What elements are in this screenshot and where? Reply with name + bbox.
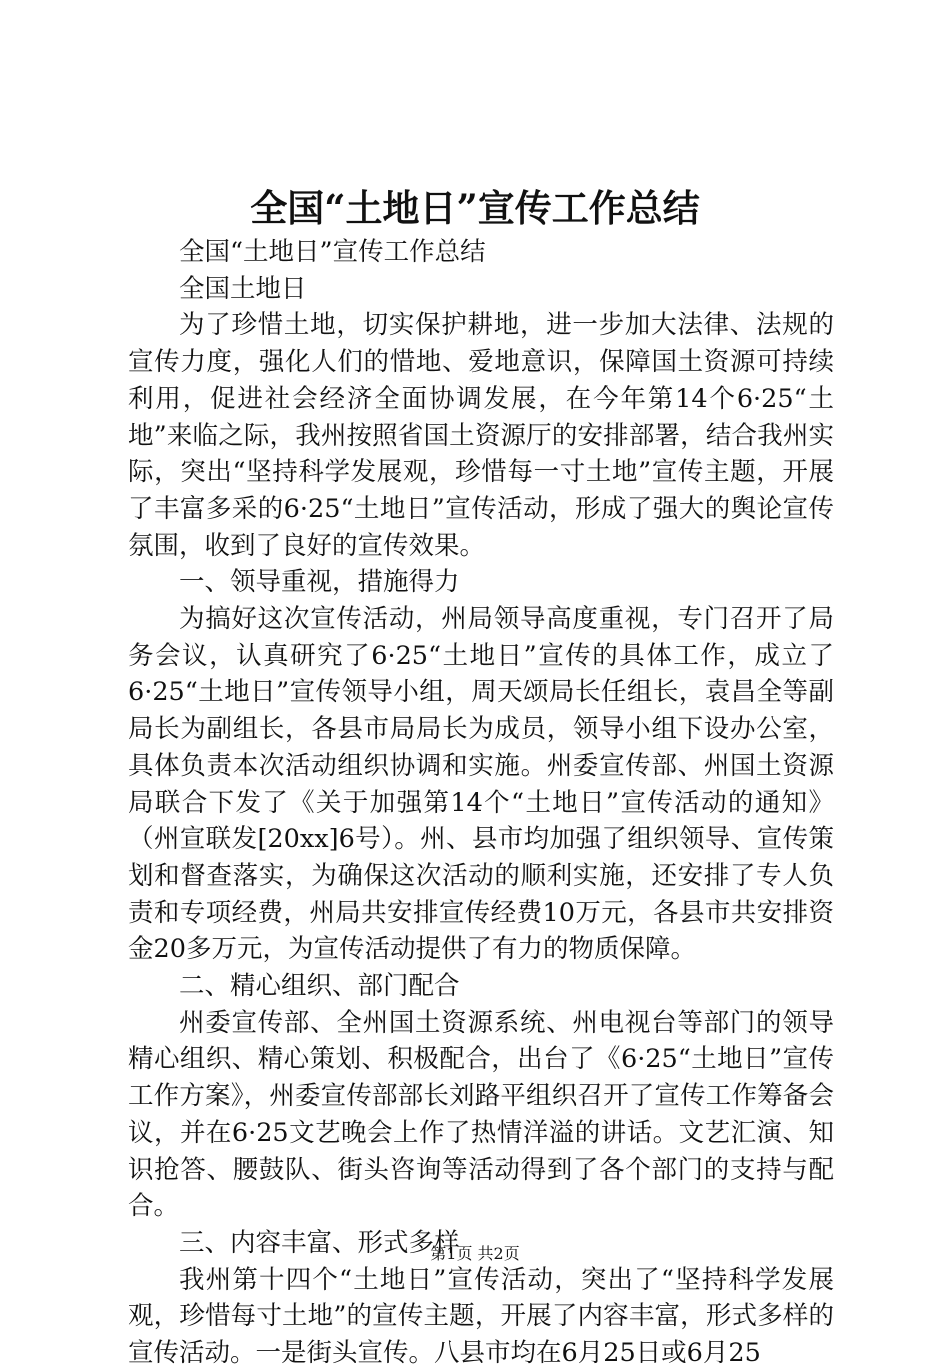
document-body xyxy=(128,234,834,1372)
section-heading-3: 三、内容丰富、形式多样 xyxy=(179,1227,460,1258)
page-footer: 第1页 共2页 xyxy=(430,1244,520,1263)
section-heading-2: 二、精心组织、部门配合 xyxy=(179,971,460,1002)
subtitle-paragraph: 全国“土地日”宣传工作总结 xyxy=(179,237,486,267)
section-paragraph-3: 我州第十四个“土地日”宣传活动，突出了“坚持科学发展观，珍惜每寸土地”的宣传主题，开展了内容丰富，形式多样的宣传活动。一是街头宣传。八县市均在6月25日或6月25 xyxy=(128,1264,834,1369)
section-paragraph-2: 州委宣传部、全州国土资源系统、州电视台等部门的领导精心组织、精心策划、积极配合，出台了《6·25“土地日”宣传工作方案》，州委宣传部部长刘路平组织召开了宣传工作筹备会议，并在6·25文艺晚会上作了热情洋溢的讲话。文艺汇演、知识抢答、腰鼓队、街头咨询等活动得到了各个部门的支持与配合。 xyxy=(128,1007,834,1222)
section-heading-1: 一、领导重视，措施得力 xyxy=(179,567,460,598)
section-paragraph-1: 为搞好这次宣传活动，州局领导高度重视，专门召开了局务会议，认真研究了6·25“土地日”宣传的具体工作，成立了6·25“土地日”宣传领导小组，周天颂局长任组长，袁昌全等副局长为副组长，各县市局局长为成员，领导小组下设办公室，具体负责本次活动组织协调和实施。州委宣传部、州国土资源局联合下发了《关于加强第14个“土地日”宣传活动的通知》（州宣联发[20xx]6号）。州、县市均加强了组织领导、宣传策划和督查落实，为确保这次活动的顺利实施，还安排了专人负责和专项经费，州局共安排宣传经费10万元，各县市共安排资金20多万元，为宣传活动提供了有力的物质保障。 xyxy=(128,604,834,965)
document-title: 全国“土地日”宣传工作总结 xyxy=(250,186,700,230)
intro-paragraph: 为了珍惜土地，切实保护耕地，进一步加大法律、法规的宣传力度，强化人们的惜地、爱地意识，保障国土资源可持续利用，促进社会经济全面协调发展，在今年第14个6·25“土地”来临之际，我州按照省国土资源厅的安排部署，结合我州实际，突出“坚持科学发展观，珍惜每一寸土地”宣传主题，开展了丰富多采的6·25“土地日”宣传活动，形成了强大的舆论宣传氛围，收到了良好的宣传效果。 xyxy=(128,310,834,561)
subheading-paragraph: 全国土地日 xyxy=(179,273,307,304)
